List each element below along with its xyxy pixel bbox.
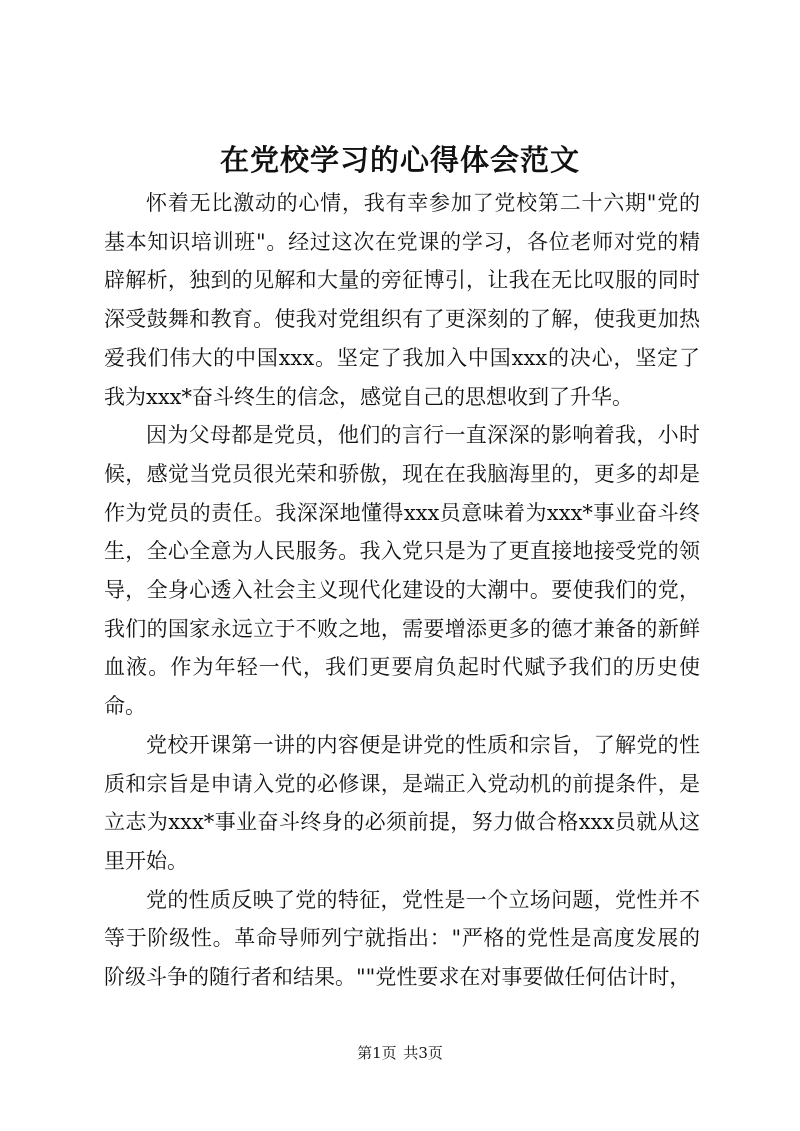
document-body — [104, 184, 700, 997]
paragraph-4: 党的性质反映了党的特征，党性是一个立场问题，党性并不等于阶级性。革命导师列宁就指出："严格的党性是高度发展的阶级斗争的随行者和结果。""党性要求在对事要做任何估计时， — [104, 887, 700, 990]
page-total: 共3页 — [403, 1044, 443, 1062]
paragraph-3: 党校开课第一讲的内容便是讲党的性质和宗旨，了解党的性质和宗旨是申请入党的必修课，是端正入党动机的前提条件，是立志为xxx*事业奋斗终身的必须前提，努力做合格xxx员就从这里开始。 — [104, 732, 700, 873]
page-number: 第1页 — [357, 1044, 397, 1062]
page-footer — [0, 1043, 800, 1063]
paragraph-2: 因为父母都是党员，他们的言行一直深深的影响着我，小时候，感觉当党员很光荣和骄傲，现在在我脑海里的，更多的却是作为党员的责任。我深深地懂得xxx员意味着为xxx*事业奋斗终生，全心全意为人民服务。我入党只是为了更直接地接受党的领导，全身心透入社会主义现代化建设的大潮中。要使我们的党，我们的国家永远立于不败之地，需要增添更多的德才兼备的新鲜血液。作为年轻一代，我们更要肩负起时代赋予我们的历史使命。 — [104, 423, 700, 719]
paragraph-1: 怀着无比激动的心情，我有幸参加了党校第二十六期"党的基本知识培训班"。经过这次在党课的学习，各位老师对党的精辟解析，独到的见解和大量的旁征博引，让我在无比叹服的同时深受鼓舞和教育。使我对党组织有了更深刻的了解，使我更加热爱我们伟大的中国xxx。坚定了我加入中国xxx的决心，坚定了我为xxx*奋斗终生的信念，感觉自己的思想收到了升华。 — [104, 191, 700, 409]
document-title: 在党校学习的心得体会范文 — [219, 143, 580, 177]
